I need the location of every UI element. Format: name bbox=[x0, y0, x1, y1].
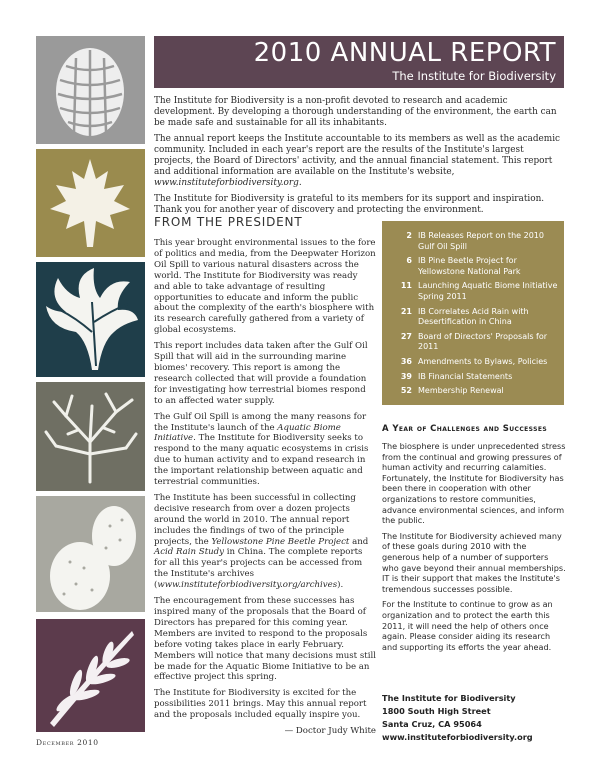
address-name: The Institute for Biodiversity bbox=[382, 693, 516, 703]
coral-icon bbox=[36, 382, 145, 491]
pinecone-image bbox=[36, 36, 145, 144]
toc-title: IB Releases Report on the 2010 Gulf Oil Spill bbox=[418, 231, 544, 251]
challenges-paragraph-1: The biosphere is under unprecedented stress from the continual and growing pressures of human activity and recurring calamities. Fortunately, the Institute for Biodiversity has been there in cooperation with other organizations to restore communities, advance environmental sciences, and inform the public. bbox=[382, 441, 566, 526]
toc-item[interactable] bbox=[386, 332, 558, 353]
maple-leaf-image bbox=[36, 149, 145, 257]
president-paragraph-2: This report includes data taken after the Gulf Oil Spill that will aid in the surrounding marine biomes' recovery. This report is among the research collected that will provide a foundation for investigating how terrestrial biomes respond to an affected water supply. bbox=[154, 341, 368, 406]
pinecone-icon bbox=[36, 36, 145, 144]
intro-p2-text: The annual report keeps the Institute accountable to its members as well as the academic community. Included in each year's report are the results of the Institute's largest projects, the Board of Directors' activity, and the annual financial statement. This report and additional information are available on the Institute's website, bbox=[154, 134, 560, 177]
toc-page-number: 52 bbox=[400, 386, 412, 396]
cactus-icon bbox=[36, 496, 145, 612]
toc-title: IB Pine Beetle Project for Yellowstone National Park bbox=[418, 256, 521, 276]
monstera-leaf-icon bbox=[36, 262, 145, 377]
toc-title: Board of Directors' Proposals for 2011 bbox=[418, 331, 548, 352]
p4-text-d: ). bbox=[337, 580, 344, 591]
toc-page-number: 11 bbox=[400, 281, 412, 291]
toc-page-number: 39 bbox=[400, 371, 412, 381]
president-paragraph-1: This year brought environmental issues to the fore of politics and media, from the Deepwater Horizon Oil Spill to various natural disasters across the world. The Institute for Biodiversity was ready and able to take advantage of resulting opportunities to educate and inform the public about the complexity of the earth's biosphere with its research carefully gathered from a variety of global ecosystems. bbox=[154, 238, 376, 336]
intro-paragraph-1: The Institute for Biodiversity is a non-profit devoted to research and academic development. By developing a thorough understanding of the environment, the earth can be made safe and sustainable for all its inhabitants. bbox=[154, 96, 557, 128]
toc-page-number: 21 bbox=[400, 306, 412, 316]
maple-leaf-icon bbox=[36, 149, 145, 257]
toc-title: Amendments to Bylaws, Policies bbox=[418, 356, 548, 366]
challenges-paragraph-2: The Institute for Biodiversity achieved many of these goals during 2010 with the generous help of a number of supporters who gave beyond their annual memberships. IT is their support that makes the Institute's tremendous successes possible. bbox=[382, 530, 566, 594]
p4-text-b: and bbox=[349, 536, 369, 547]
intro-p2-end: . bbox=[298, 178, 302, 188]
intro-paragraph-2 bbox=[154, 134, 564, 189]
fern-image bbox=[36, 619, 145, 732]
p4-text-c: in China. The complete reports for all this year's projects can be accessed from the Institute's archives ( bbox=[154, 547, 363, 591]
coral-image bbox=[36, 382, 145, 491]
p4-project-1: Yellowstone Pine Beetle Project bbox=[211, 536, 350, 547]
toc-item[interactable] bbox=[386, 372, 558, 383]
toc-item[interactable] bbox=[386, 307, 558, 328]
toc-title: IB Financial Statements bbox=[418, 371, 513, 381]
report-date: December 2010 bbox=[36, 738, 99, 747]
report-subtitle: The Institute for Biodiversity bbox=[392, 69, 556, 83]
address-street: 1800 South High Street bbox=[382, 706, 491, 716]
president-paragraph-5: The encouragement from these successes has inspired many of the proposals that the Board of Directors has prepared for this coming year. Members are invited to respond to the proposals before voting takes place in early February. Members will notice that many decisions must still be made for the Aquatic Biome Initiative to be an effective project this spring. bbox=[154, 596, 376, 683]
table-of-contents bbox=[382, 221, 564, 405]
president-paragraph-4 bbox=[154, 493, 376, 591]
president-signature: — Doctor Judy White bbox=[284, 726, 376, 737]
toc-item[interactable] bbox=[386, 357, 558, 368]
president-paragraph-6: The Institute for Biodiversity is excited for the possibilities 2011 brings. May this annual report and the proposals included equally inspire you. bbox=[154, 688, 367, 721]
address-city: Santa Cruz, CA 95064 bbox=[382, 719, 482, 729]
challenges-paragraph-3: For the Institute to continue to grow as an organization and to protect the earth this 2011, it will need the help of others once again. Please consider aiding its research and supporting its efforts the year ahead. bbox=[382, 599, 553, 652]
p3-initiative-name: Aquatic Biome Initiative bbox=[154, 422, 341, 444]
toc-item[interactable] bbox=[386, 386, 558, 397]
p4-text-a: The Institute has been successful in collecting decisive research from over a dozen projects around the world in 2010. The annual report includes the findings of two of the principle projects, the bbox=[154, 492, 356, 547]
toc-page-number: 6 bbox=[406, 256, 412, 266]
toc-page-number: 27 bbox=[400, 331, 412, 341]
p3-text-b: . The Institute for Biodiversity seeks to respond to the many aquatic ecosystems in crisis due to human activity and to expand research in the important relationship between aquatic and terrestrial communities. bbox=[154, 433, 369, 488]
intro-section bbox=[154, 96, 564, 221]
fern-icon bbox=[36, 619, 145, 732]
toc-title: Launching Aquatic Biome Initiative Spring 2011 bbox=[418, 281, 558, 301]
president-heading: FROM THE PRESIDENT bbox=[154, 215, 303, 229]
intro-paragraph-3: The Institute for Biodiversity is grateful to its members for its support and inspiration. Thank you for another year of discovery and protecting the environment. bbox=[154, 194, 545, 215]
toc-page-number: 2 bbox=[406, 231, 412, 240]
report-title: 2010 ANNUAL REPORT bbox=[253, 38, 556, 68]
website-link[interactable]: www.instituteforbiodiversity.org bbox=[154, 178, 299, 188]
archives-link[interactable]: www.instituteforbiodiversity.org/archives bbox=[157, 580, 338, 591]
toc-item[interactable] bbox=[386, 256, 558, 277]
address-website[interactable]: www.instituteforbiodiversity.org bbox=[382, 732, 533, 742]
challenges-heading: A Year of Challenges and Successes bbox=[382, 424, 548, 434]
contact-address bbox=[382, 692, 566, 744]
toc-title: IB Correlates Acid Rain with Desertification in China bbox=[418, 306, 529, 327]
toc-item[interactable] bbox=[386, 231, 558, 252]
challenges-section bbox=[382, 441, 566, 657]
president-paragraph-3 bbox=[154, 412, 376, 488]
monstera-leaf-image bbox=[36, 262, 145, 377]
p4-project-2: Acid Rain Study bbox=[154, 547, 225, 558]
report-header bbox=[154, 36, 564, 88]
toc-page-number: 36 bbox=[400, 356, 412, 366]
cactus-image bbox=[36, 496, 145, 612]
toc-item[interactable] bbox=[386, 281, 558, 302]
toc-title: Membership Renewal bbox=[418, 386, 504, 396]
p3-text-a: The Gulf Oil Spill is among the many reasons for the Institute's launch of the bbox=[154, 411, 367, 433]
president-letter bbox=[154, 238, 376, 737]
